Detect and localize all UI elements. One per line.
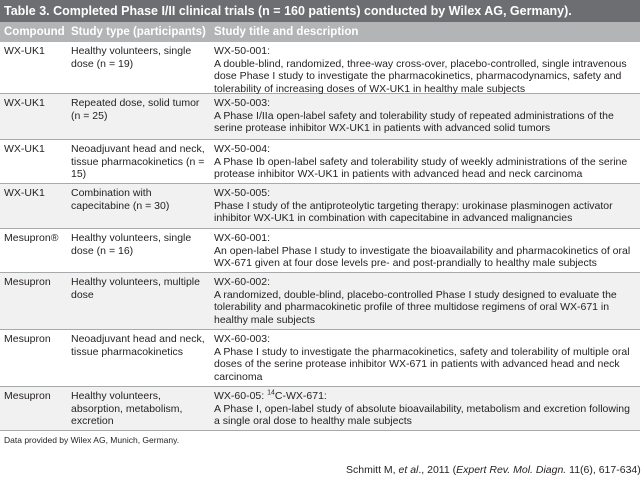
table-row	[0, 330, 640, 387]
study-title-cell	[210, 45, 640, 93]
header-study-type: Study type (participants)	[71, 26, 206, 38]
study-type-cell: Repeated dose, solid tumor (n = 25)	[71, 97, 200, 122]
compound-cell: Mesupron	[4, 276, 51, 288]
study-type-cell: Neoadjuvant head and neck, tissue pharmacokinetics	[71, 333, 205, 358]
study-title-cell	[210, 187, 640, 228]
compound-cell: Mesupron	[4, 390, 51, 402]
study-description: A Phase I, open-label study of absolute bioavailability, metabolism and excretion following a single oral dose to healthy male subjects	[214, 402, 630, 427]
study-id: WX-60-003:	[214, 333, 271, 345]
table-row	[0, 94, 640, 140]
study-description: Phase I study of the antiproteolytic targeting therapy: urokinase plasminogen activator inhibitor WX-UK1 in combination with capecitabine in advanced malignancies	[214, 199, 613, 224]
study-type-cell: Healthy volunteers, single dose (n = 16)	[71, 232, 192, 257]
table-row	[0, 229, 640, 273]
citation-etal: et al	[398, 464, 419, 476]
study-description: An open-label Phase I study to investigate the bioavailability and pharmacokinetics of oral WX-671 given at four dose levels pre- and post-prandially to healthy male subjects	[214, 244, 631, 269]
table-row	[0, 184, 640, 229]
study-type-cell: Healthy volunteers, single dose (n = 19)	[71, 45, 192, 70]
header-compound: Compound	[4, 26, 65, 38]
study-description: A double-blind, randomized, three-way cross-over, placebo-controlled, single intravenous dose Phase I study to investigate the pharmacokinetics, pharmacodynamics, safety and tolerability of increasing doses of WX-UK1 in healthy male subjects	[214, 57, 627, 95]
study-title-cell	[210, 333, 640, 386]
citation-year: ., 2011 (	[418, 464, 457, 476]
compound-cell: Mesupron®	[4, 232, 59, 244]
study-title-cell	[210, 143, 640, 183]
study-description: A Phase Ib open-label safety and tolerability study of weekly administrations of the serine protease inhibitor WX-UK1 in patients with advanced head and neck carcinoma	[214, 155, 628, 180]
table-header-row	[0, 22, 640, 42]
study-title-cell	[210, 232, 640, 272]
compound-cell: Mesupron	[4, 333, 51, 345]
study-id: WX-50-004:	[214, 143, 271, 155]
compound-cell: WX-UK1	[4, 97, 45, 109]
study-id: WX-50-001:	[214, 45, 271, 57]
citation: Schmitt M, et al., 2011 (Expert Rev. Mol. Diagn. 11(6), 617-634)	[346, 464, 641, 476]
study-description: A Phase I/IIa open-label safety and tolerability study of repeated administrations of the serine protease inhibitor WX-UK1 in patients with advanced solid tumors	[214, 109, 614, 134]
study-title-cell	[210, 390, 640, 430]
study-type-cell: Neoadjuvant head and neck, tissue pharmacokinetics (n = 15)	[71, 143, 205, 180]
citation-authors: Schmitt M,	[346, 464, 399, 476]
isotope-superscript: 14	[267, 389, 275, 397]
study-id-prefix: WX-60-05:	[214, 390, 268, 402]
study-description: A Phase I study to investigate the pharmacokinetics, safety and tolerability of multiple oral doses of the serine protease inhibitor WX-671 in patients with advanced head and neck carcinoma	[214, 345, 630, 383]
study-id: WX-50-003:	[214, 97, 271, 109]
compound-cell: WX-UK1	[4, 143, 45, 155]
table-footnote: Data provided by Wilex AG, Munich, Germany.	[4, 435, 180, 445]
study-id-suffix: C-WX-671:	[274, 390, 327, 402]
compound-cell: WX-UK1	[4, 45, 45, 57]
citation-journal: Expert Rev. Mol. Diagn.	[456, 464, 567, 476]
study-id: WX-60-002:	[214, 276, 271, 288]
study-id: WX-50-005:	[214, 187, 271, 199]
study-title-cell	[210, 97, 640, 139]
study-id: WX-60-001:	[214, 232, 271, 244]
table-title: Table 3. Completed Phase I/II clinical trials (n = 160 patients) conducted by Wilex AG, Germany).	[0, 0, 640, 22]
table-row	[0, 387, 640, 431]
table-row	[0, 42, 640, 94]
study-id	[214, 390, 636, 403]
study-description: A randomized, double-blind, placebo-controlled Phase I study designed to evaluate the tolerability and pharmacokinetic profile of three multidose regimens of oral WX-671 in healthy male subjects	[214, 288, 617, 326]
study-type-cell: Healthy volunteers, multiple dose	[71, 276, 200, 301]
study-type-cell: Combination with capecitabine (n = 30)	[71, 187, 170, 212]
study-title-cell	[210, 276, 640, 329]
table-row	[0, 273, 640, 330]
table-row	[0, 140, 640, 184]
citation-ref: 11(6), 617-634	[566, 464, 638, 476]
study-type-cell: Healthy volunteers, absorption, metabolism, excretion	[71, 390, 183, 427]
compound-cell: WX-UK1	[4, 187, 45, 199]
header-study-title: Study title and description	[214, 26, 359, 38]
